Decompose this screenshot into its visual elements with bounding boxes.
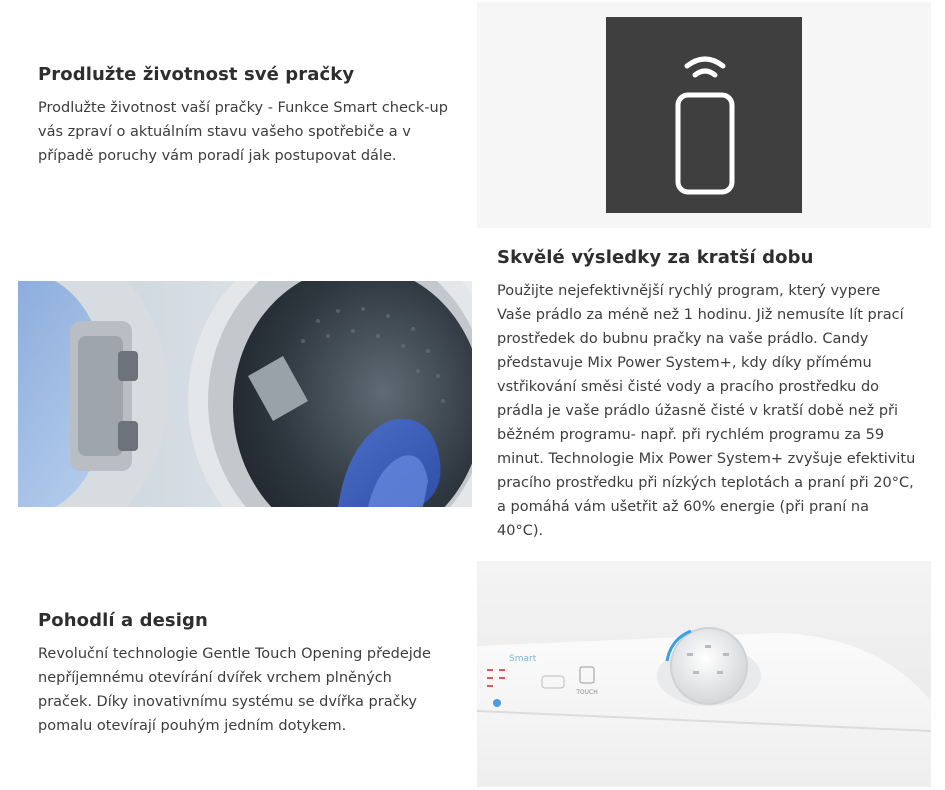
washer-drum-photo <box>18 281 472 507</box>
washer-control-panel-photo <box>477 561 931 787</box>
feature-faster-results-title: Skvělé výsledky za kratší dobu <box>497 247 814 268</box>
feature-comfort-design <box>38 610 448 738</box>
feature-lifespan-title: Prodlužte životnost své pračky <box>38 64 355 85</box>
smartphone-signal-icon <box>606 17 802 213</box>
feature-comfort-design-title: Pohodlí a design <box>38 610 208 631</box>
feature-lifespan-media <box>477 2 931 228</box>
feature-comfort-design-text: Revoluční technologie Gentle Touch Opening předejde nepříjemnému otevírání dvířek vrchem plněných praček. Díky inovativnímu systému se dvířka pračky pomalu otevírají pouhým jedním dotykem. <box>38 646 431 734</box>
feature-lifespan-text: Prodlužte životnost vaší pračky - Funkce Smart check-up vás zpraví o aktuálním stavu vašeho spotřebiče a v případě poruchy vám poradí jak postupovat dále. <box>38 100 448 164</box>
panel-brand-text: Smart <box>509 654 537 664</box>
feature-faster-results <box>497 247 917 543</box>
panel-touch-label: TOUCH <box>576 689 598 696</box>
feature-lifespan <box>38 64 458 168</box>
feature-faster-results-text: Použijte nejefektivnější rychlý program, který vypere Vaše prádlo za méně než 1 hodinu. Již nemusíte lít prací prostředek do bubnu pračky na vaše prádlo. Candy představuje Mix Power System+, kdy díky přímému vstřikování směsi čisté vody a pracího prostředku do prádla je vaše prádlo úžasně čisté v kratší době než při běžném programu- např. při rychlém programu za 59 minut. Technologie Mix Power System+ zvyšuje efektivitu pracího prostředku při nízkých teplotách a praní při 20°C, a pomáhá vám ušetřit až 60% energie (při praní na 40°C). <box>497 283 916 539</box>
